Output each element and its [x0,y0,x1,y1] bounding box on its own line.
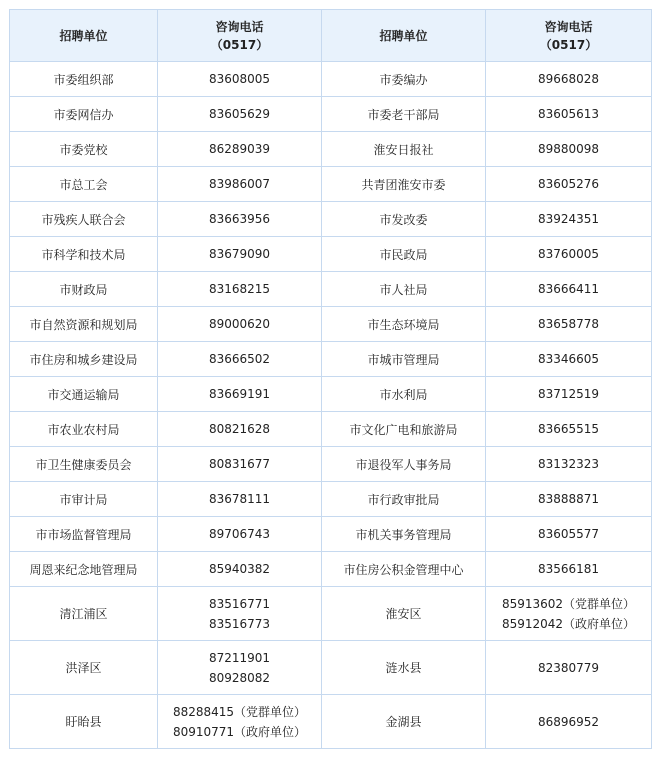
header-row [10,10,652,62]
header-area-code: （0517） [539,37,598,52]
phone-cell: 83760005 [486,237,652,272]
table-row [10,97,652,132]
table-row [10,552,652,587]
phone-cell: 89000620 [158,307,322,342]
phone-line: 82380779 [537,660,600,675]
phone-cell [158,695,322,749]
phone-cell: 83132323 [486,447,652,482]
table-row [10,695,652,749]
unit-cell: 市自然资源和规划局 [10,307,158,342]
header-phone-1 [158,10,322,62]
unit-cell: 市城市管理局 [322,342,486,377]
phone-cell: 85940382 [158,552,322,587]
phone-line: 83516771 [208,596,271,611]
phone-line: 87211901 [208,650,271,665]
unit-cell: 市委网信办 [10,97,158,132]
unit-cell: 市委组织部 [10,62,158,97]
unit-cell: 淮安日报社 [322,132,486,167]
phone-cell: 83666411 [486,272,652,307]
unit-cell: 市人社局 [322,272,486,307]
unit-cell: 市总工会 [10,167,158,202]
phone-line: 80928082 [208,670,271,685]
phone-cell: 83605613 [486,97,652,132]
table-row [10,412,652,447]
unit-cell: 市审计局 [10,482,158,517]
table-row [10,202,652,237]
unit-link[interactable]: 涟水县 [322,641,486,695]
table-row [10,641,652,695]
phone-cell: 83168215 [158,272,322,307]
table-row [10,167,652,202]
phone-cell: 83605276 [486,167,652,202]
phone-line: 80910771（政府单位） [172,724,307,739]
unit-cell: 市交通运输局 [10,377,158,412]
phone-cell: 83663956 [158,202,322,237]
phone-cell: 83665515 [486,412,652,447]
phone-cell: 89668028 [486,62,652,97]
phone-cell: 83346605 [486,342,652,377]
phone-cell: 83679090 [158,237,322,272]
unit-cell: 市市场监督管理局 [10,517,158,552]
unit-cell: 市水利局 [322,377,486,412]
unit-cell: 清江浦区 [10,587,158,641]
unit-cell: 市民政局 [322,237,486,272]
phone-cell [158,587,322,641]
phone-line: 83516773 [208,616,271,631]
unit-cell: 市行政审批局 [322,482,486,517]
table-row [10,272,652,307]
contacts-table [9,9,652,749]
unit-cell: 市委老干部局 [322,97,486,132]
table-row [10,587,652,641]
phone-cell: 89706743 [158,517,322,552]
phone-cell: 83566181 [486,552,652,587]
unit-cell: 市住房和城乡建设局 [10,342,158,377]
unit-cell: 市生态环境局 [322,307,486,342]
header-unit-1: 招聘单位 [10,10,158,62]
phone-cell: 83924351 [486,202,652,237]
unit-cell: 市残疾人联合会 [10,202,158,237]
unit-cell: 市委党校 [10,132,158,167]
unit-cell: 市退役军人事务局 [322,447,486,482]
phone-cell [486,695,652,749]
header-phone-label: 咨询电话 [544,19,593,34]
unit-cell: 市文化广电和旅游局 [322,412,486,447]
phone-cell: 83608005 [158,62,322,97]
unit-cell: 市财政局 [10,272,158,307]
unit-cell: 市机关事务管理局 [322,517,486,552]
phone-cell: 89880098 [486,132,652,167]
unit-cell: 市委编办 [322,62,486,97]
phone-line: 85913602（党群单位） [501,596,636,611]
unit-link[interactable]: 淮安区 [322,587,486,641]
phone-line: 86896952 [537,714,600,729]
unit-cell: 市住房公积金管理中心 [322,552,486,587]
table-row [10,62,652,97]
unit-link[interactable]: 金湖县 [322,695,486,749]
phone-cell: 83669191 [158,377,322,412]
phone-cell: 83658778 [486,307,652,342]
phone-line: 85912042（政府单位） [501,616,636,631]
table-row [10,377,652,412]
unit-cell: 市发改委 [322,202,486,237]
phone-cell [158,641,322,695]
unit-cell: 市农业农村局 [10,412,158,447]
table-row [10,307,652,342]
phone-cell: 80821628 [158,412,322,447]
header-phone-label: 咨询电话 [215,19,264,34]
table-row [10,132,652,167]
unit-cell: 共青团淮安市委 [322,167,486,202]
phone-cell: 83678111 [158,482,322,517]
unit-cell: 周恩来纪念地管理局 [10,552,158,587]
header-phone-2 [486,10,652,62]
phone-cell: 86289039 [158,132,322,167]
unit-cell: 洪泽区 [10,641,158,695]
table-row [10,482,652,517]
phone-cell: 83986007 [158,167,322,202]
phone-cell: 83605577 [486,517,652,552]
unit-cell: 市科学和技术局 [10,237,158,272]
table-row [10,342,652,377]
phone-cell [486,587,652,641]
phone-cell: 83666502 [158,342,322,377]
phone-cell [486,641,652,695]
phone-cell: 80831677 [158,447,322,482]
phone-cell: 83888871 [486,482,652,517]
table-row [10,237,652,272]
table-row [10,517,652,552]
unit-cell: 市卫生健康委员会 [10,447,158,482]
header-area-code: （0517） [210,37,269,52]
header-unit-2: 招聘单位 [322,10,486,62]
unit-link[interactable]: 盱眙县 [10,695,158,749]
phone-cell: 83712519 [486,377,652,412]
phone-line: 88288415（党群单位） [172,704,307,719]
phone-cell: 83605629 [158,97,322,132]
table-row [10,447,652,482]
